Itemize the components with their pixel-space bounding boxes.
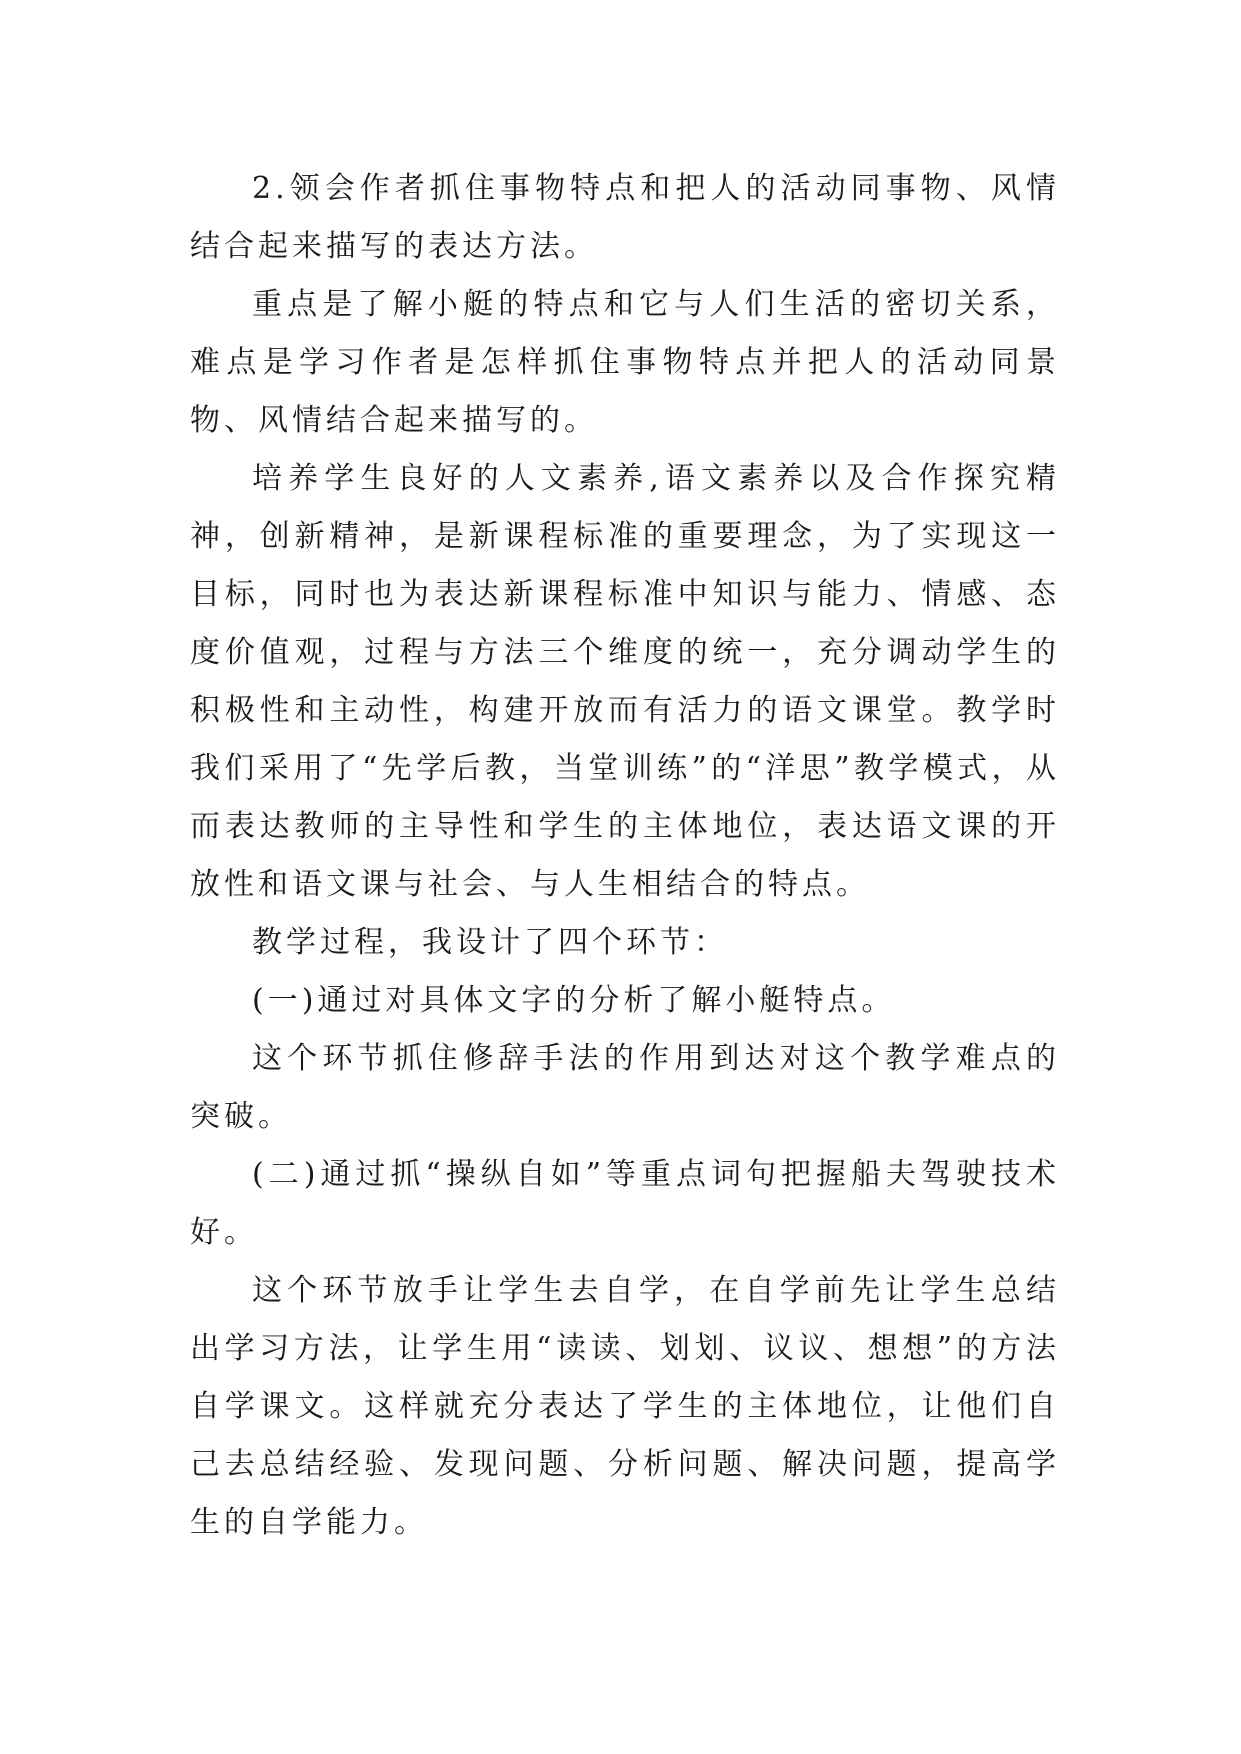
paragraph-key-points: 重点是了解小艇的特点和它与人们生活的密切关系，难点是学习作者是怎样抓住事物特点并把人的活动同景物、风情结合起来描写的。	[190, 287, 1060, 438]
paragraph-step-2: (二)通过抓“操纵自如”等重点词句把握船夫驾驶技术好。	[190, 1157, 1060, 1250]
paragraph-step-1: (一)通过对具体文字的分析了解小艇特点。	[252, 983, 896, 1018]
paragraph-step-1-detail: 这个环节抓住修辞手法的作用到达对这个教学难点的突破。	[190, 1041, 1060, 1134]
paragraph-step-2-detail: 这个环节放手让学生去自学，在自学前先让学生总结出学习方法，让学生用“读读、划划、议议、想想”的方法自学课文。这样就充分表达了学生的主体地位，让他们自己去总结经验、发现问题、分析问题、解决问题，提高学生的自学能力。	[190, 1273, 1060, 1540]
paragraph-teaching-philosophy: 培养学生良好的人文素养,语文素养以及合作探究精神，创新精神，是新课程标准的重要理念，为了实现这一目标，同时也为表达新课程标准中知识与能力、情感、态度价值观，过程与方法三个维度的统一，充分调动学生的积极性和主动性，构建开放而有活力的语文课堂。教学时我们采用了“先学后教，当堂训练”的“洋思”教学模式，从而表达教师的主导性和学生的主体地位，表达语文课的开放性和语文课与社会、与人生相结合的特点。	[190, 461, 1060, 902]
document-body	[190, 160, 1060, 1552]
paragraph-process-intro: 教学过程，我设计了四个环节：	[252, 925, 728, 960]
paragraph-objective-2: 2.领会作者抓住事物特点和把人的活动同事物、风情结合起来描写的表达方法。	[190, 171, 1060, 264]
